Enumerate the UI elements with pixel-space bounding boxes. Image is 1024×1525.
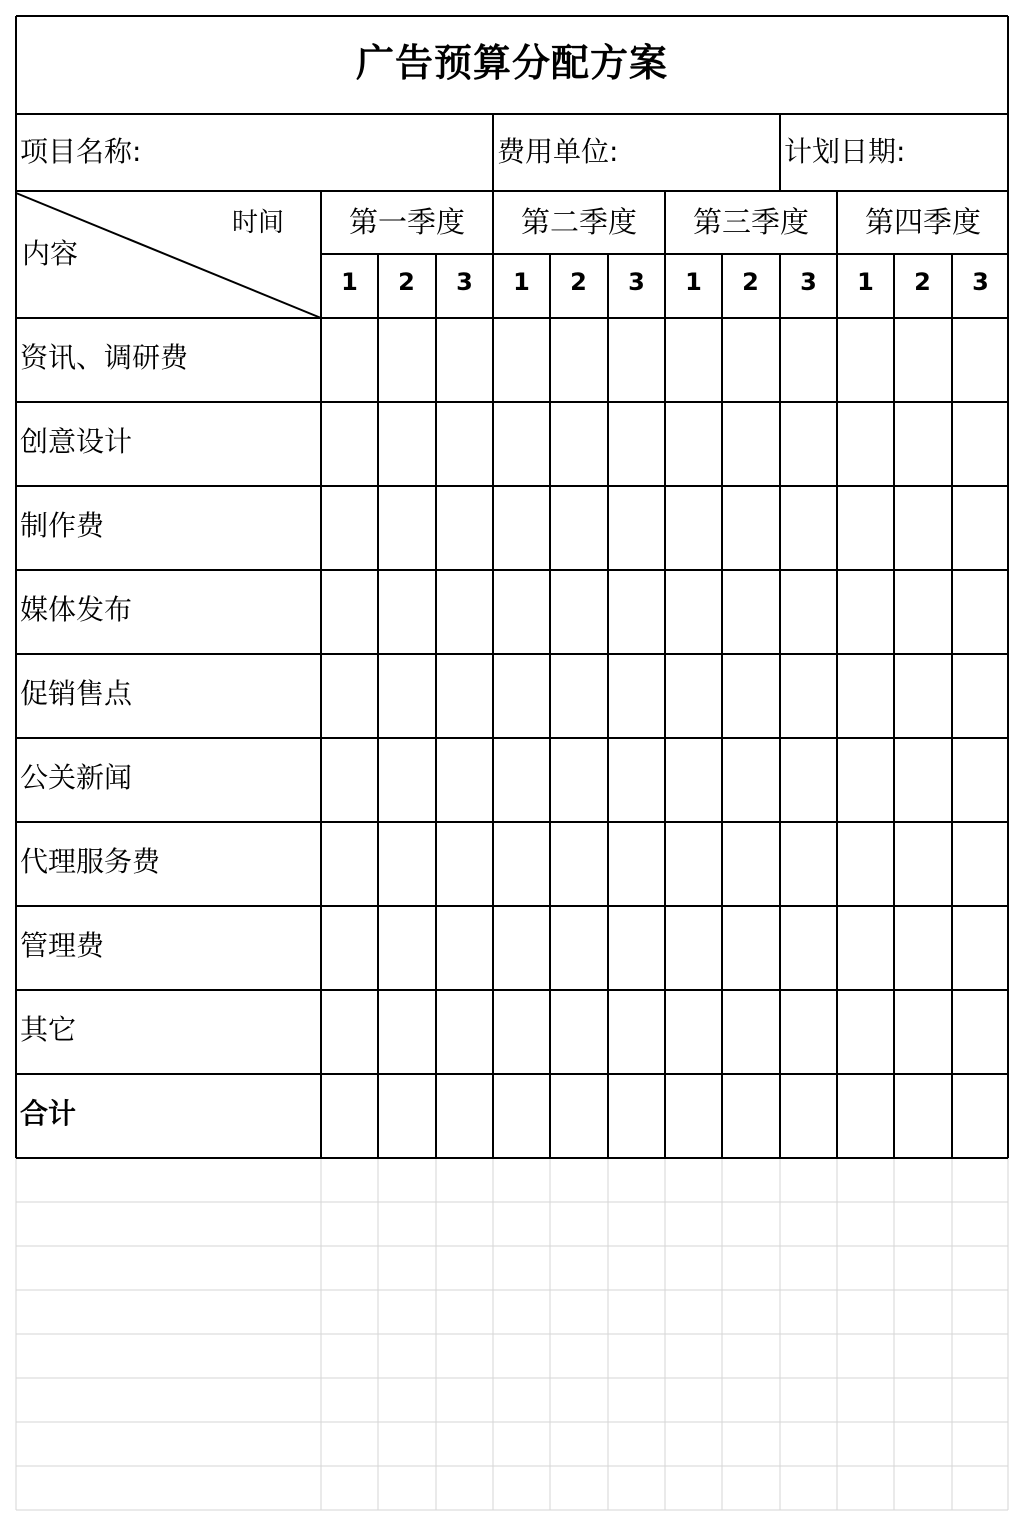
budget-cell[interactable] xyxy=(781,823,837,905)
budget-cell[interactable] xyxy=(322,319,378,401)
budget-cell[interactable] xyxy=(838,991,894,1073)
budget-cell[interactable] xyxy=(379,403,435,485)
budget-cell[interactable] xyxy=(322,1075,378,1157)
budget-cell[interactable] xyxy=(953,739,1009,821)
budget-cell[interactable] xyxy=(609,319,665,401)
budget-cell[interactable] xyxy=(838,319,894,401)
month-header-q2-m2: 2 xyxy=(570,268,587,296)
budget-cell[interactable] xyxy=(609,403,665,485)
row-label-promotion: 促销售点 xyxy=(20,677,133,710)
budget-cell[interactable] xyxy=(379,319,435,401)
row-label-creative-design: 创意设计 xyxy=(20,425,133,458)
budget-cell[interactable] xyxy=(494,571,550,653)
budget-cell[interactable] xyxy=(437,739,493,821)
row-label-production: 制作费 xyxy=(20,509,105,542)
budget-cell[interactable] xyxy=(551,1075,607,1157)
budget-cell[interactable] xyxy=(437,487,493,569)
plan-date-label: 计划日期: xyxy=(784,135,906,168)
budget-cell[interactable] xyxy=(379,487,435,569)
budget-cell[interactable] xyxy=(437,991,493,1073)
row-label-management: 管理费 xyxy=(20,929,105,962)
budget-cell[interactable] xyxy=(953,571,1009,653)
month-header-q1-m2: 2 xyxy=(398,268,415,296)
budget-cell[interactable] xyxy=(723,991,779,1073)
budget-cell[interactable] xyxy=(609,823,665,905)
budget-cell[interactable] xyxy=(953,487,1009,569)
budget-cell[interactable] xyxy=(895,655,951,737)
budget-cell[interactable] xyxy=(322,403,378,485)
form-title: 广告预算分配方案 xyxy=(355,41,668,85)
budget-cell[interactable] xyxy=(379,991,435,1073)
budget-cell[interactable] xyxy=(723,403,779,485)
budget-cell[interactable] xyxy=(953,655,1009,737)
budget-cell[interactable] xyxy=(551,319,607,401)
budget-cell[interactable] xyxy=(781,739,837,821)
budget-cell[interactable] xyxy=(609,907,665,989)
header-content-label: 内容 xyxy=(22,237,79,270)
budget-cell[interactable] xyxy=(953,823,1009,905)
budget-cell[interactable] xyxy=(781,403,837,485)
budget-cell[interactable] xyxy=(437,655,493,737)
budget-cell[interactable] xyxy=(322,823,378,905)
budget-cell[interactable] xyxy=(723,487,779,569)
month-header-q1-m1: 1 xyxy=(341,268,358,296)
budget-cell[interactable] xyxy=(666,907,722,989)
budget-cell[interactable] xyxy=(895,1075,951,1157)
budget-cell[interactable] xyxy=(895,403,951,485)
month-header-q1-m3: 3 xyxy=(456,268,473,296)
month-header-q4-m2: 2 xyxy=(914,268,931,296)
budget-cell[interactable] xyxy=(781,991,837,1073)
budget-cell[interactable] xyxy=(494,907,550,989)
budget-cell[interactable] xyxy=(551,991,607,1073)
budget-cell[interactable] xyxy=(609,1075,665,1157)
budget-cell[interactable] xyxy=(379,907,435,989)
project-name-label: 项目名称: xyxy=(20,135,142,168)
budget-cell[interactable] xyxy=(666,823,722,905)
budget-cell[interactable] xyxy=(723,319,779,401)
budget-cell[interactable] xyxy=(838,1075,894,1157)
budget-cell[interactable] xyxy=(379,823,435,905)
budget-cell[interactable] xyxy=(723,1075,779,1157)
budget-cell[interactable] xyxy=(895,319,951,401)
row-label-total: 合计 xyxy=(20,1097,77,1130)
budget-cell[interactable] xyxy=(838,655,894,737)
budget-cell[interactable] xyxy=(609,655,665,737)
budget-cell[interactable] xyxy=(437,403,493,485)
budget-cell[interactable] xyxy=(379,655,435,737)
budget-cell[interactable] xyxy=(781,907,837,989)
cost-unit-label: 费用单位: xyxy=(497,135,619,168)
budget-cell[interactable] xyxy=(895,907,951,989)
budget-cell[interactable] xyxy=(494,991,550,1073)
budget-cell[interactable] xyxy=(838,403,894,485)
budget-cell[interactable] xyxy=(551,571,607,653)
month-header-q3-m1: 1 xyxy=(685,268,702,296)
budget-cell[interactable] xyxy=(322,655,378,737)
budget-cell[interactable] xyxy=(953,1075,1009,1157)
budget-cell[interactable] xyxy=(494,487,550,569)
budget-cell[interactable] xyxy=(609,739,665,821)
budget-cell[interactable] xyxy=(322,571,378,653)
budget-cell[interactable] xyxy=(322,739,378,821)
budget-cell[interactable] xyxy=(494,739,550,821)
budget-cell[interactable] xyxy=(666,487,722,569)
budget-cell[interactable] xyxy=(781,655,837,737)
row-label-other: 其它 xyxy=(20,1013,77,1046)
budget-cell[interactable] xyxy=(494,403,550,485)
row-label-public-relations: 公关新闻 xyxy=(20,761,133,794)
budget-cell[interactable] xyxy=(838,823,894,905)
budget-cell[interactable] xyxy=(838,487,894,569)
quarter-1-header: 第一季度 xyxy=(348,205,465,239)
row-label-media-release: 媒体发布 xyxy=(20,593,133,626)
budget-cell[interactable] xyxy=(666,655,722,737)
budget-cell[interactable] xyxy=(322,907,378,989)
budget-cell[interactable] xyxy=(723,823,779,905)
budget-cell[interactable] xyxy=(953,319,1009,401)
budget-cell[interactable] xyxy=(895,571,951,653)
budget-cell[interactable] xyxy=(494,823,550,905)
budget-cell[interactable] xyxy=(551,403,607,485)
budget-cell[interactable] xyxy=(494,655,550,737)
month-header-q4-m3: 3 xyxy=(972,268,989,296)
budget-cell[interactable] xyxy=(322,991,378,1073)
budget-cell[interactable] xyxy=(666,403,722,485)
budget-cell[interactable] xyxy=(895,991,951,1073)
budget-cell[interactable] xyxy=(781,571,837,653)
budget-cell[interactable] xyxy=(781,1075,837,1157)
budget-cell[interactable] xyxy=(494,319,550,401)
budget-cell[interactable] xyxy=(666,991,722,1073)
budget-cell[interactable] xyxy=(551,487,607,569)
budget-cell[interactable] xyxy=(379,739,435,821)
budget-cell[interactable] xyxy=(723,739,779,821)
month-header-q2-m3: 3 xyxy=(628,268,645,296)
budget-cell[interactable] xyxy=(781,319,837,401)
budget-cell[interactable] xyxy=(723,655,779,737)
budget-cell[interactable] xyxy=(953,403,1009,485)
quarter-4-header: 第四季度 xyxy=(864,205,981,239)
row-label-agency-service: 代理服务费 xyxy=(20,845,161,878)
month-header-q3-m2: 2 xyxy=(742,268,759,296)
budget-cell[interactable] xyxy=(437,823,493,905)
budget-cell[interactable] xyxy=(551,907,607,989)
month-header-q2-m1: 1 xyxy=(513,268,530,296)
row-label-research: 资讯、调研费 xyxy=(20,341,189,374)
budget-cell[interactable] xyxy=(551,655,607,737)
budget-cell[interactable] xyxy=(494,1075,550,1157)
budget-cell[interactable] xyxy=(379,571,435,653)
budget-cell[interactable] xyxy=(666,319,722,401)
month-header-q3-m3: 3 xyxy=(800,268,817,296)
budget-cell[interactable] xyxy=(437,907,493,989)
budget-cell[interactable] xyxy=(838,739,894,821)
budget-cell[interactable] xyxy=(551,823,607,905)
budget-cell[interactable] xyxy=(953,907,1009,989)
budget-cell[interactable] xyxy=(609,991,665,1073)
budget-cell[interactable] xyxy=(953,991,1009,1073)
budget-cell[interactable] xyxy=(895,487,951,569)
budget-cell[interactable] xyxy=(838,571,894,653)
budget-cell[interactable] xyxy=(723,571,779,653)
budget-cell[interactable] xyxy=(437,571,493,653)
budget-cell[interactable] xyxy=(551,739,607,821)
budget-cell[interactable] xyxy=(437,1075,493,1157)
quarter-3-header: 第三季度 xyxy=(692,205,809,239)
month-header-q4-m1: 1 xyxy=(857,268,874,296)
budget-cell[interactable] xyxy=(666,1075,722,1157)
budget-cell[interactable] xyxy=(723,907,779,989)
budget-cell[interactable] xyxy=(666,739,722,821)
budget-cell[interactable] xyxy=(379,1075,435,1157)
budget-cell[interactable] xyxy=(322,487,378,569)
budget-cell[interactable] xyxy=(895,823,951,905)
header-time-label: 时间 xyxy=(232,208,285,238)
budget-cell[interactable] xyxy=(666,571,722,653)
budget-cell[interactable] xyxy=(781,487,837,569)
budget-cell[interactable] xyxy=(609,487,665,569)
budget-cell[interactable] xyxy=(838,907,894,989)
quarter-2-header: 第二季度 xyxy=(520,205,637,239)
budget-cell[interactable] xyxy=(437,319,493,401)
budget-cell[interactable] xyxy=(609,571,665,653)
budget-cell[interactable] xyxy=(895,739,951,821)
